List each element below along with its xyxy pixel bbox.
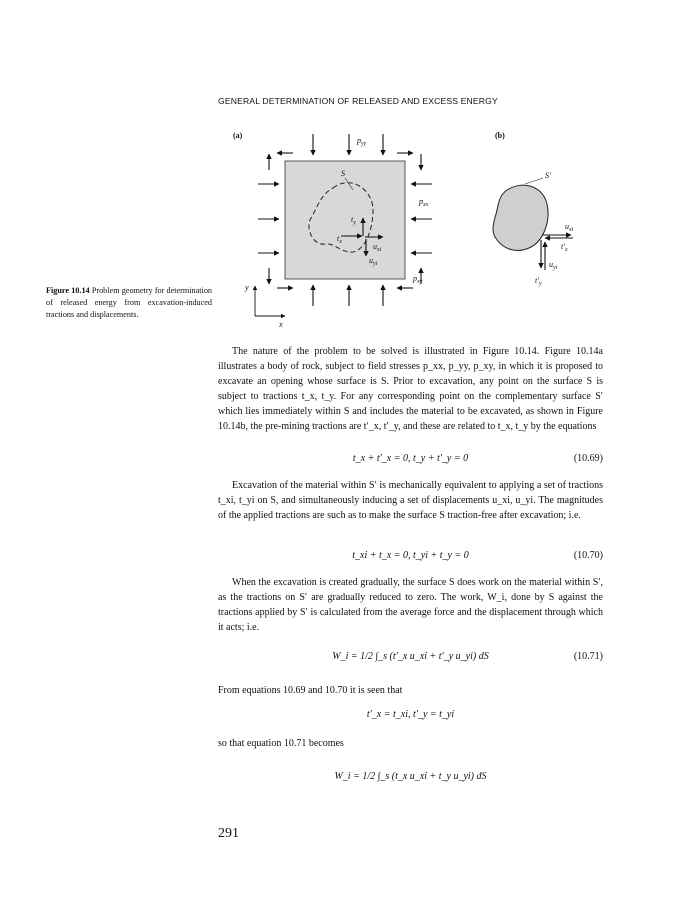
uyi-label-a: $u_{yi}$ [369,256,378,267]
figure-caption [46,285,212,322]
equation-identity [218,706,603,724]
caption-text: Problem geometry for determination of released energy from excavation-induced tractions and displacements. [46,286,213,320]
pxx-label: $p_{xx}$ [419,197,429,208]
uyi-label-b: $u_{yi}$ [549,260,558,271]
y-axis-label: y [245,283,249,292]
excavated-body [493,185,548,250]
s-label: S [341,169,345,178]
x-axis-label: x [279,320,283,329]
ty-label: $t_y$ [351,215,356,226]
txp-label-b: $t'_x$ [561,242,568,253]
equation-10-69-number: (10.69) [573,453,603,464]
figure-10-14 [225,118,585,333]
sprime-label: S′ [545,171,551,180]
top-pyy-arrows [277,134,413,155]
bottom-pyy-arrows [277,285,413,306]
paragraph-1: The nature of the problem to be solved is illustrated in Figure 10.14. Figure 10.14a illustrates a body of rock, subject to field stresses p_xx, p_yy, p_xy, in which it is proposed to excavate an opening whose surface is S. Prior to excavation, any point on the surface S is subject to tractions t_x, t_y. For any corresponding point on the complementary surface S′ which lies immediately within S and includes the material to be excavated, as shown in Figure 10.14b, the pre-mining tractions are t′_x, t′_y, and these are related to t_x, t_y by the equations [218,346,603,432]
typ-label-b: $t'_y$ [535,276,542,287]
equation-10-70-body: t_xi + t_x = 0, t_yi + t_y = 0 [352,550,469,561]
equation-10-71-number: (10.71) [573,651,603,662]
equation-final-body: W_i = 1/2 ∫_s (t_x u_xi + t_y u_yi) dS [334,771,487,782]
paragraph-2: Excavation of the material within S′ is mechanically equivalent to applying a set of tractions t_xi, t_yi on S, and simultaneously inducing a set of displacements u_xi, u_yi. The magnitudes of the applied tractions are such as to make the surface S traction-free after excavation; i.e. [218,480,603,521]
paragraph-4: From equations 10.69 and 10.70 it is seen that [218,685,403,696]
pxy-label: $p_{xy}$ [413,274,423,285]
equation-10-70-number: (10.70) [573,550,603,561]
sprime-leader [525,178,543,184]
panel-b-label: (b) [495,131,505,140]
uxi-label-b: $u_{xi}$ [565,222,574,233]
page-number: 291 [218,826,239,841]
equation-10-71 [218,638,603,678]
rock-block [285,161,405,279]
equation-identity-body: t′_x = t_xi, t′_y = t_yi [366,709,455,720]
equation-10-70 [218,547,603,565]
panel-a-label: (a) [233,131,243,140]
right-pxx-arrows [411,154,432,284]
paragraph-3: When the excavation is created gradually, the surface S does work on the material within S′, as the tractions on S′ are gradually reduced to zero. The work, W_i, done by S against the tractions applied by S′ is calculated from the average force and the displacement through which it acts; i.e. [218,577,603,633]
coordinate-axes [255,286,285,316]
pyy-label: $p_{yy}$ [357,136,367,147]
equation-10-69 [218,450,603,468]
running-head: GENERAL DETERMINATION OF RELEASED AND EXCESS ENERGY [218,96,498,106]
left-pxx-arrows [258,154,279,284]
equation-10-71-body: W_i = 1/2 ∫_s (t′_x u_xi + t′_y u_yi) dS [332,651,489,662]
tx-label: $t_x$ [337,234,342,245]
equation-final [218,758,603,798]
caption-label: Figure 10.14 [46,286,90,295]
uxi-label-a: $u_{xi}$ [373,242,382,253]
equation-10-69-body: t_x + t′_x = 0, t_y + t′_y = 0 [352,453,469,464]
paragraph-5: so that equation 10.71 becomes [218,738,344,749]
